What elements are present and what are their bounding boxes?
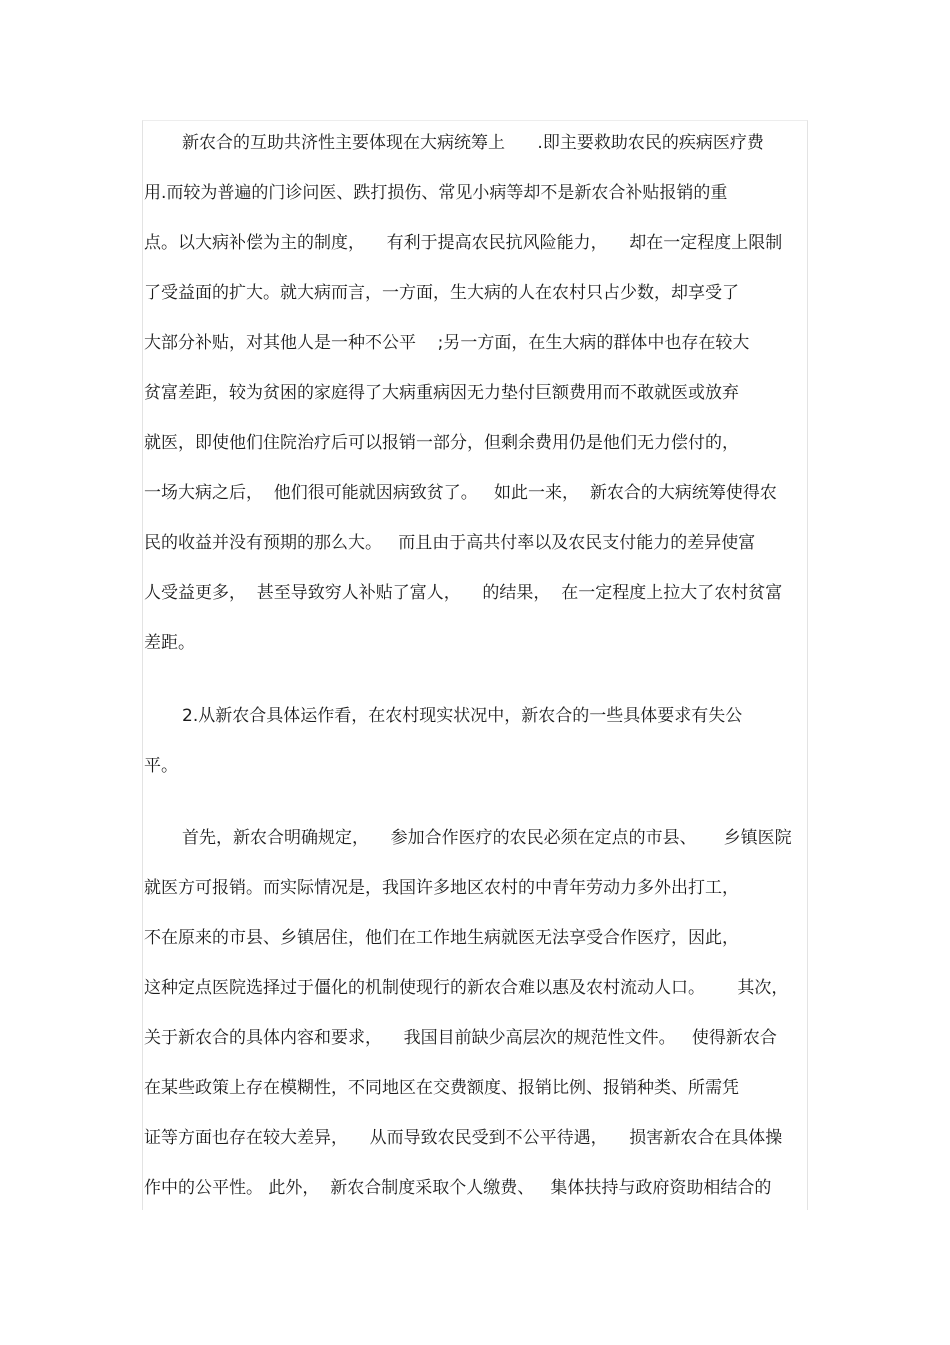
text-line: 民的收益并没有预期的那么大。 而且由于高共付率以及农民支付能力的差异使富 bbox=[144, 533, 756, 553]
text-line: 关于新农合的具体内容和要求， 我国目前缺少高层次的规范性文件。 使得新农合 bbox=[144, 1028, 777, 1048]
section-heading-line: 2.从新农合具体运作看，在农村现实状况中，新农合的一些具体要求有失公 bbox=[182, 706, 743, 726]
text-line: 差距。 bbox=[144, 633, 195, 653]
text-line: 贫富差距，较为贫困的家庭得了大病重病因无力垫付巨额费用而不敢就医或放弃 bbox=[144, 383, 739, 403]
text-line: 用.而较为普遍的门诊问医、跌打损伤、常见小病等却不是新农合补贴报销的重 bbox=[144, 183, 728, 203]
text-line: 人受益更多， 甚至导致穷人补贴了富人， 的结果， 在一定程度上拉大了农村贫富 bbox=[144, 583, 783, 603]
text-line: 就医，即使他们住院治疗后可以报销一部分，但剩余费用仍是他们无力偿付的， bbox=[144, 433, 739, 453]
text-line: 证等方面也存在较大差异， 从而导致农民受到不公平待遇， 损害新农合在具体操 bbox=[144, 1128, 783, 1148]
text-line: 就医方可报销。而实际情况是，我国许多地区农村的中青年劳动力多外出打工， bbox=[144, 878, 739, 898]
text-line: 平。 bbox=[144, 756, 178, 776]
text-line: 大部分补贴，对其他人是一种不公平 ;另一方面，在生大病的群体中也存在较大 bbox=[144, 333, 750, 353]
text-line: 一场大病之后， 他们很可能就因病致贫了。 如此一来， 新农合的大病统筹使得农 bbox=[144, 483, 777, 503]
text-line: 作中的公平性。 此外， 新农合制度采取个人缴费、 集体扶持与政府资助相结合的 bbox=[144, 1178, 772, 1198]
text-line: 新农合的互助共济性主要体现在大病统筹上 .即主要救助农民的疾病医疗费 bbox=[182, 133, 764, 153]
text-line: 这种定点医院选择过于僵化的机制使现行的新农合难以惠及农村流动人口。 其次， bbox=[144, 978, 789, 998]
text-line: 在某些政策上存在模糊性，不同地区在交费额度、报销比例、报销种类、所需凭 bbox=[144, 1078, 739, 1098]
text-line: 了受益面的扩大。就大病而言，一方面，生大病的人在农村只占少数，却享受了 bbox=[144, 283, 739, 303]
text-line: 点。以大病补偿为主的制度， 有利于提高农民抗风险能力， 却在一定程度上限制 bbox=[144, 233, 783, 253]
text-line: 不在原来的市县、乡镇居住，他们在工作地生病就医无法享受合作医疗，因此， bbox=[144, 928, 739, 948]
text-line: 首先，新农合明确规定， 参加合作医疗的农民必须在定点的市县、 乡镇医院 bbox=[182, 828, 792, 848]
